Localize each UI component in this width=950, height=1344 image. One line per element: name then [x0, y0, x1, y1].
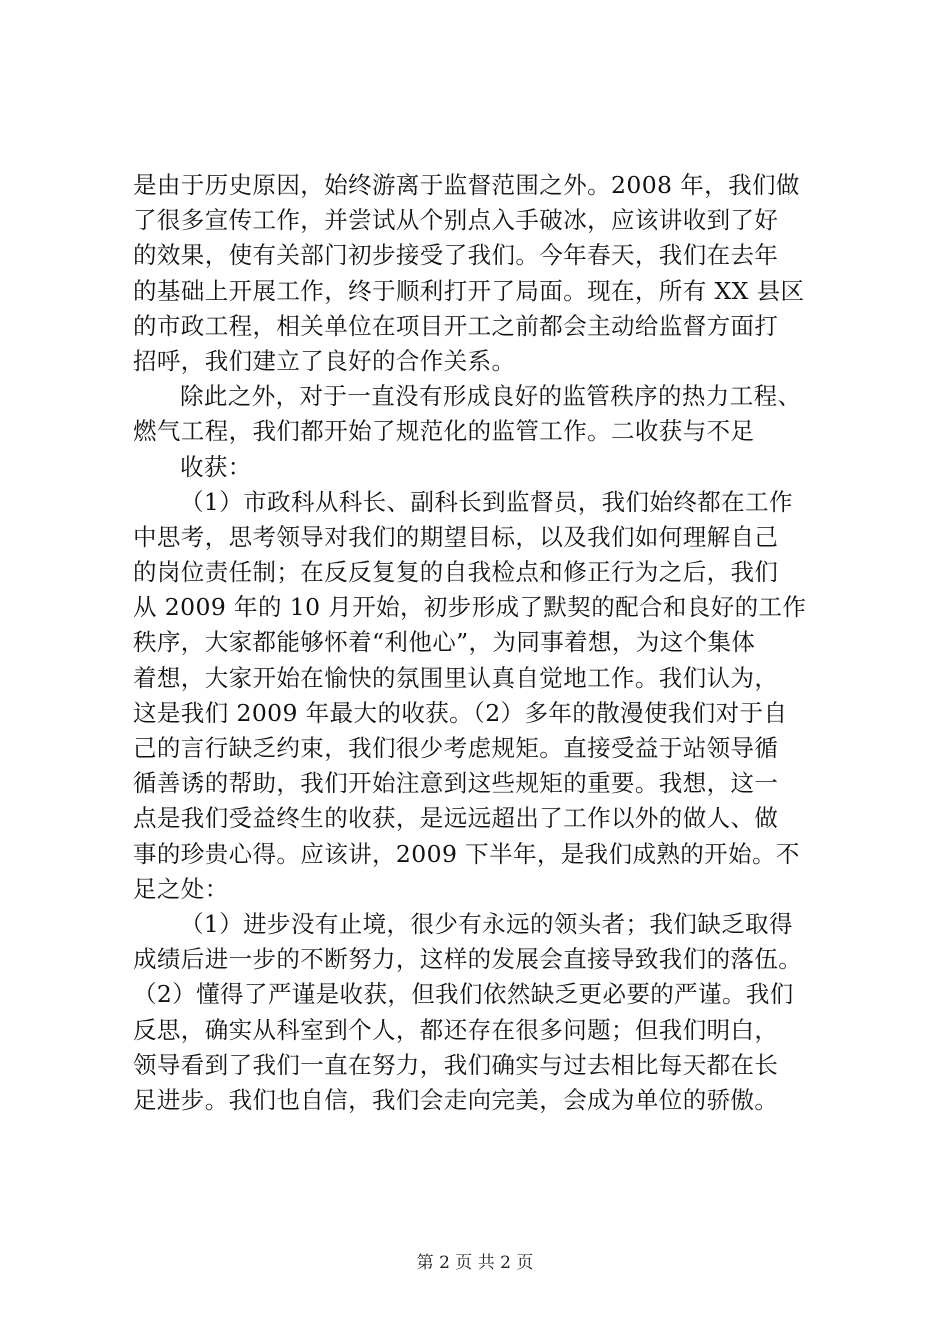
text-line: 事的珍贵心得。应该讲，2009 下半年，是我们成熟的开始。不	[133, 839, 800, 868]
text-line: 秩序，大家都能够怀着“利他心”，为同事着想，为这个集体	[133, 628, 756, 657]
text-line: 是由于历史原因，始终游离于监督范围之外。2008 年，我们做	[133, 171, 800, 199]
text-line: 了很多宣传工作，并尝试从个别点入手破冰，应该讲收到了好	[133, 206, 779, 235]
text-line: 的市政工程，相关单位在项目开工之前都会主动给监督方面打	[133, 311, 779, 340]
text-line: 除此之外，对于一直没有形成良好的监管秩序的热力工程、	[180, 382, 802, 411]
text-line: 的基础上开展工作，终于顺利打开了局面。现在，所有 XX 县区	[133, 276, 805, 305]
body-text	[133, 168, 833, 1118]
page-number-footer: 第 2 页 共 2 页	[416, 1253, 534, 1273]
text-line: 招呼，我们建立了良好的合作关系。	[133, 346, 516, 375]
text-line: 点是我们受益终生的收获，是远远超出了工作以外的做人、做	[133, 804, 779, 833]
text-line: 足之处：	[133, 874, 229, 903]
text-line: 收获：	[180, 452, 252, 481]
text-line: 成绩后进一步的不断努力，这样的发展会直接导致我们的落伍。	[133, 945, 803, 974]
text-line: 燃气工程，我们都开始了规范化的监管工作。二收获与不足	[133, 417, 755, 446]
text-line: 足进步。我们也自信，我们会走向完美，会成为单位的骄傲。	[133, 1085, 779, 1114]
text-line: （2）懂得了严谨是收获，但我们依然缺乏更必要的严谨。我们	[133, 980, 794, 1009]
text-line: 的岗位责任制；在反反复复的自我检点和修正行为之后，我们	[133, 558, 779, 587]
text-line: 中思考，思考领导对我们的期望目标，以及我们如何理解自己	[133, 522, 779, 551]
text-line: （1）市政科从科长、副科长到监督员，我们始终都在工作	[180, 487, 793, 516]
text-line: （1）进步没有止境，很少有永远的领头者；我们缺乏取得	[180, 909, 793, 938]
text-line: 从 2009 年的 10 月开始，初步形成了默契的配合和良好的工作	[133, 593, 807, 622]
text-line: 领导看到了我们一直在努力，我们确实与过去相比每天都在长	[133, 1050, 779, 1079]
text-line: 循善诱的帮助，我们开始注意到这些规矩的重要。我想，这一	[133, 769, 779, 798]
text-line: 己的言行缺乏约束，我们很少考虑规矩。直接受益于站领导循	[133, 734, 779, 762]
text-line: 着想，大家开始在愉快的氛围里认真自觉地工作。我们认为，	[133, 663, 779, 692]
text-line: 反思，确实从科室到个人，都还存在很多问题；但我们明白，	[133, 1015, 779, 1044]
text-line: 的效果，使有关部门初步接受了我们。今年春天，我们在去年	[133, 241, 779, 270]
text-line: 这是我们 2009 年最大的收获。（2）多年的散漫使我们对于自	[133, 698, 788, 727]
